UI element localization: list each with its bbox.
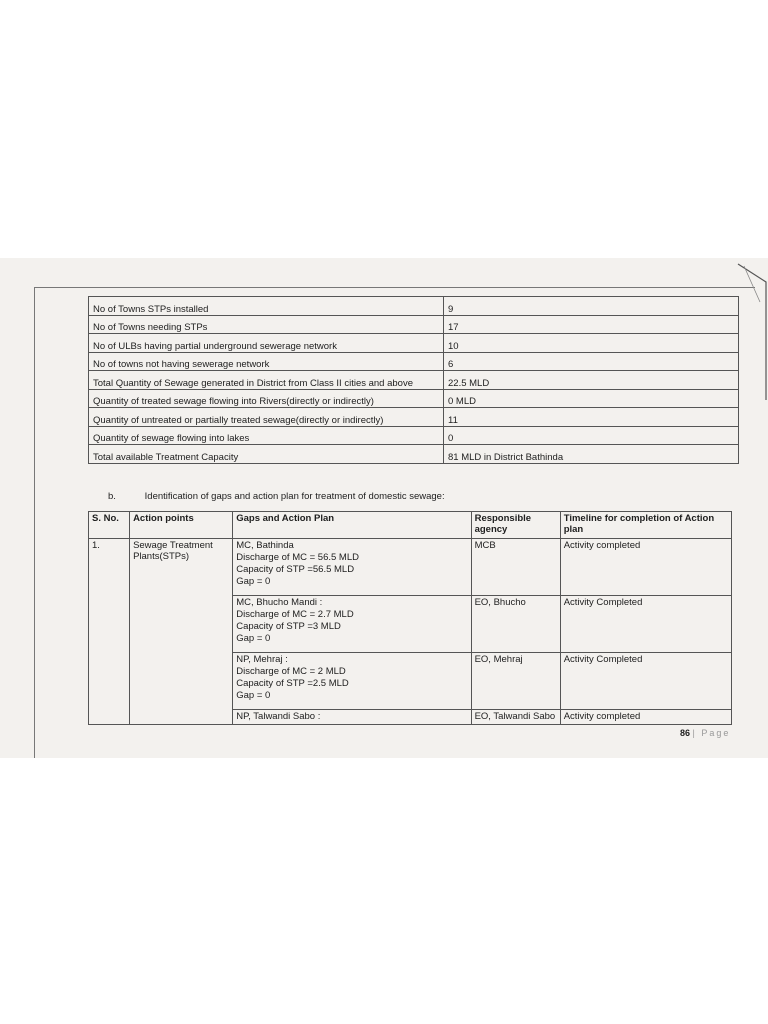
summary-label: Total available Treatment Capacity: [89, 445, 444, 464]
serial-number-cell: 1.: [89, 539, 130, 725]
page-number: 86: [680, 728, 691, 738]
action-point-cell: Sewage Treatment Plants(STPs): [130, 539, 233, 725]
agency-cell: EO, Mehraj: [471, 653, 560, 710]
summary-value: 9: [444, 297, 739, 316]
header-responsible-agency: Responsible agency: [471, 512, 560, 539]
section-heading: [108, 491, 445, 502]
gap-plan-cell: [233, 539, 471, 596]
table-row: [89, 408, 739, 427]
summary-label: Quantity of sewage flowing into lakes: [89, 426, 444, 445]
gap-line: Discharge of MC = 2.7 MLD: [236, 609, 354, 620]
gap-plan-cell: [233, 653, 471, 710]
summary-label: Quantity of untreated or partially treated sewage(directly or indirectly): [89, 408, 444, 427]
timeline-cell: Activity completed: [560, 539, 731, 596]
sewage-summary-table: [88, 296, 739, 464]
gap-line: Gap = 0: [236, 633, 271, 644]
page-word: | Page: [692, 728, 731, 738]
summary-label: No of ULBs having partial underground sewerage network: [89, 334, 444, 353]
table-row: [89, 315, 739, 334]
gap-line: Capacity of STP =3 MLD: [236, 621, 341, 632]
table-row: [89, 426, 739, 445]
gap-line: Discharge of MC = 56.5 MLD: [236, 552, 359, 563]
table-row: [89, 297, 739, 316]
action-plan-table: [88, 511, 732, 725]
summary-value: 17: [444, 315, 739, 334]
timeline-cell: Activity Completed: [560, 596, 731, 653]
summary-label: No of Towns needing STPs: [89, 315, 444, 334]
summary-label: Total Quantity of Sewage generated in District from Class II cities and above: [89, 371, 444, 390]
summary-label: No of towns not having sewerage network: [89, 352, 444, 371]
gap-line: Gap = 0: [236, 576, 271, 587]
summary-value: 22.5 MLD: [444, 371, 739, 390]
gap-line: NP, Talwandi Sabo :: [236, 711, 321, 722]
summary-value: 10: [444, 334, 739, 353]
page-number-footer: [680, 728, 730, 738]
table-row: [89, 539, 732, 596]
gap-line: Capacity of STP =2.5 MLD: [236, 678, 349, 689]
timeline-cell: Activity completed: [560, 710, 731, 725]
table-row: [89, 389, 739, 408]
header-gaps-action-plan: Gaps and Action Plan: [233, 512, 471, 539]
summary-label: No of Towns STPs installed: [89, 297, 444, 316]
agency-cell: MCB: [471, 539, 560, 596]
gap-line: NP, Mehraj :: [236, 654, 288, 665]
summary-value: 6: [444, 352, 739, 371]
section-number: b.: [108, 491, 116, 502]
table-row: [89, 352, 739, 371]
section-title: Identification of gaps and action plan for treatment of domestic sewage:: [144, 491, 445, 502]
gap-line: MC, Bathinda: [236, 540, 294, 551]
summary-value: 11: [444, 408, 739, 427]
header-timeline: Timeline for completion of Action plan: [560, 512, 731, 539]
gap-line: Discharge of MC = 2 MLD: [236, 666, 346, 677]
gap-plan-cell: [233, 596, 471, 653]
table-row: [89, 445, 739, 464]
gap-plan-cell: [233, 710, 471, 725]
gap-line: Gap = 0: [236, 690, 271, 701]
agency-cell: EO, Bhucho: [471, 596, 560, 653]
header-sno: S. No.: [89, 512, 130, 539]
summary-label: Quantity of treated sewage flowing into Rivers(directly or indirectly): [89, 389, 444, 408]
gap-line: Capacity of STP =56.5 MLD: [236, 564, 355, 575]
timeline-cell: Activity Completed: [560, 653, 731, 710]
header-action-points: Action points: [130, 512, 233, 539]
summary-value: 0 MLD: [444, 389, 739, 408]
table-row: [89, 371, 739, 390]
gap-line: MC, Bhucho Mandi :: [236, 597, 323, 608]
summary-value: 81 MLD in District Bathinda: [444, 445, 739, 464]
table-header-row: [89, 512, 732, 539]
table-row: [89, 334, 739, 353]
summary-value: 0: [444, 426, 739, 445]
agency-cell: EO, Talwandi Sabo: [471, 710, 560, 725]
page-curl-decoration: [736, 262, 768, 402]
